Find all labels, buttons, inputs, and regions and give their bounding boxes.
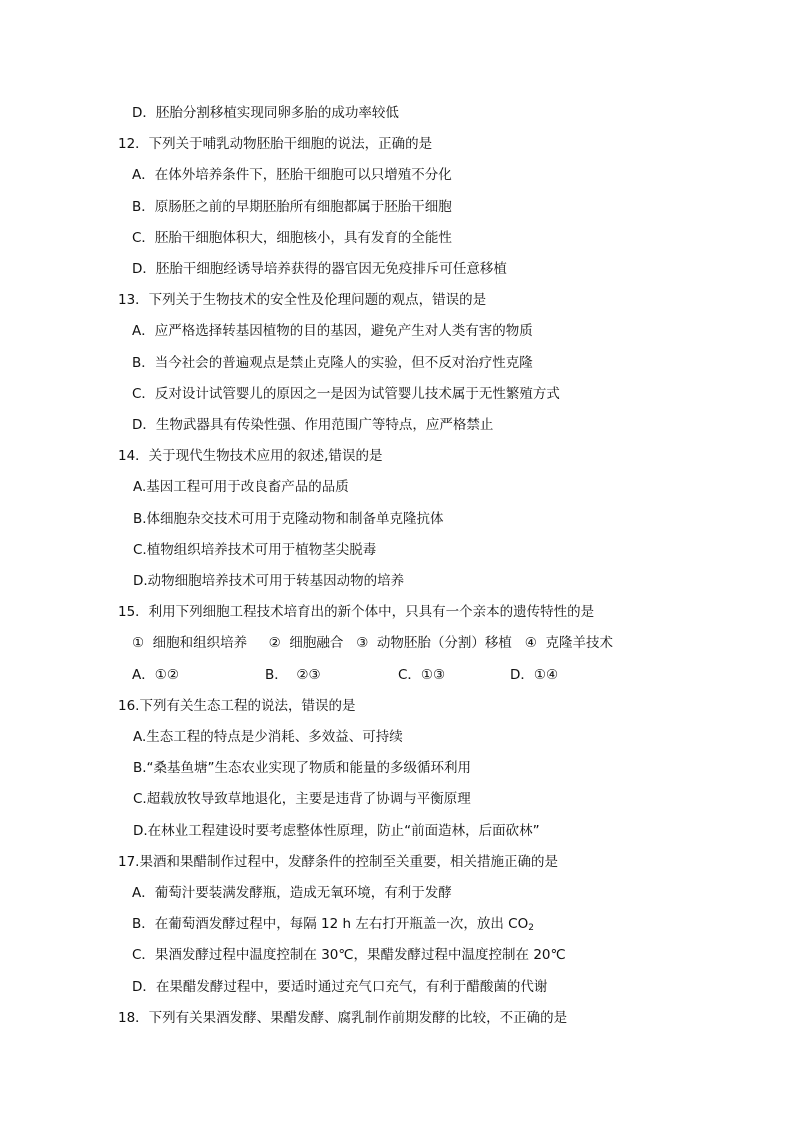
q14-option-d: D.动物细胞培养技术可用于转基因动物的培养 xyxy=(133,573,405,589)
q17-option-d: D．在果醋发酵过程中，要适时通过充气口充气，有利于醋酸菌的代谢 xyxy=(132,979,548,995)
q12-option-c: C．胚胎干细胞体积大，细胞核小，具有发育的全能性 xyxy=(132,230,452,246)
q17-option-a: A．葡萄汁要装满发酵瓶，造成无氧环境，有利于发酵 xyxy=(132,885,452,901)
q14-option-b: B.体细胞杂交技术可用于克隆动物和制备单克隆抗体 xyxy=(133,511,444,527)
q17-option-b xyxy=(132,915,534,937)
q16-option-a: A.生态工程的特点是少消耗、多效益、可持续 xyxy=(133,729,403,745)
q17-option-b-subscript: 2 xyxy=(528,923,534,933)
q15-stem: 15．利用下列细胞工程技术培育出的新个体中，只具有一个亲本的遗传特性的是 xyxy=(118,604,595,620)
q15-option-a: A．①② xyxy=(132,667,179,683)
q17-option-b-text: B．在葡萄酒发酵过程中，每隔 12 h 左右打开瓶盖一次，放出 CO xyxy=(132,916,529,932)
q13-stem: 13．下列关于生物技术的安全性及伦理问题的观点，错误的是 xyxy=(118,292,487,308)
q13-option-c: C．反对设计试管婴儿的原因之一是因为试管婴儿技术属于无性繁殖方式 xyxy=(132,386,560,402)
q15-option-c: C．①③ xyxy=(398,667,446,683)
q14-option-c: C.植物组织培养技术可用于植物茎尖脱毒 xyxy=(133,542,377,558)
q15-choices xyxy=(132,666,558,684)
q12-option-a: A．在体外培养条件下，胚胎干细胞可以只增殖不分化 xyxy=(132,167,452,183)
q11-option-d: D．胚胎分割移植实现同卵多胎的成功率较低 xyxy=(132,105,399,121)
q17-option-c: C．果酒发酵过程中温度控制在 30℃，果醋发酵过程中温度控制在 20℃ xyxy=(132,947,566,963)
q13-option-d: D．生物武器具有传染性强、作用范围广等特点，应严格禁止 xyxy=(132,417,494,433)
q16-option-c: C.超载放牧导致草地退化，主要是违背了协调与平衡原理 xyxy=(133,791,471,807)
q13-option-a: A．应严格选择转基因植物的目的基因，避免产生对人类有害的物质 xyxy=(132,323,533,339)
q14-stem: 14．关于现代生物技术应用的叙述,错误的是 xyxy=(118,448,383,464)
q15-option-d: D．①④ xyxy=(510,667,559,683)
q13-option-b: B．当今社会的普遍观点是禁止克隆人的实验，但不反对治疗性克隆 xyxy=(132,355,533,371)
q12-stem: 12．下列关于哺乳动物胚胎干细胞的说法，正确的是 xyxy=(118,136,433,152)
q15-option-b: B． ②③ xyxy=(265,667,321,683)
q15-items: ① 细胞和组织培养 ② 细胞融合 ③ 动物胚胎（分割）移植 ④ 克隆羊技术 xyxy=(132,635,613,651)
q16-option-b: B.“桑基鱼塘”生态农业实现了物质和能量的多级循环利用 xyxy=(133,760,472,776)
q12-option-d: D．胚胎干细胞经诱导培养获得的器官因无免疫排斥可任意移植 xyxy=(132,261,507,277)
q12-option-b: B．原肠胚之前的早期胚胎所有细胞都属于胚胎干细胞 xyxy=(132,199,452,215)
q16-stem: 16.下列有关生态工程的说法，错误的是 xyxy=(118,698,356,714)
q18-stem: 18．下列有关果酒发酵、果醋发酵、腐乳制作前期发酵的比较，不正确的是 xyxy=(118,1010,568,1026)
q16-option-d: D.在林业工程建设时要考虑整体性原理，防止“前面造林，后面砍林” xyxy=(133,823,540,839)
q14-option-a: A.基因工程可用于改良畜产品的品质 xyxy=(133,479,349,495)
q17-stem: 17.果酒和果醋制作过程中，发酵条件的控制至关重要，相关措施正确的是 xyxy=(118,854,558,870)
